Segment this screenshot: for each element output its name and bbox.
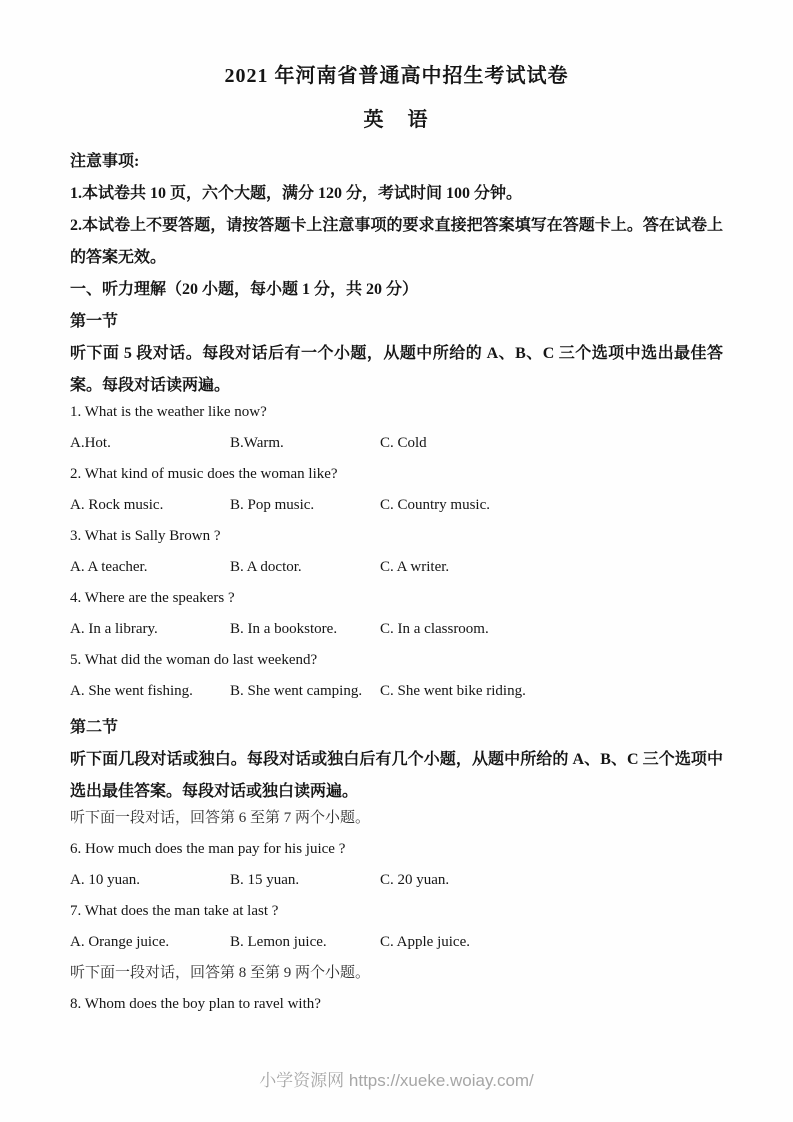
question-7-option-a: A. Orange juice. [70,934,170,950]
notice-item-2: 2.本试卷上不要答题，请按答题卡上注意事项的要求直接把答案填写在答题卡上。答在试卷上的答案无效。 [70,217,723,266]
site-watermark: 小学资源网 https://xueke.woiay.com/ [259,1071,534,1090]
dialogue-hint-6-7: 听下面一段对话，回答第 6 至第 7 两个小题。 [70,810,371,826]
part-2-label: 第二节 [70,719,119,736]
question-2-option-b: B. Pop music. [230,497,315,513]
question-6-options [70,870,723,890]
question-5-text: 5. What did the woman do last weekend? [70,652,318,668]
question-4-option-b: B. In a bookstore. [230,621,338,637]
question-1-options [70,433,723,453]
question-2-text: 2. What kind of music does the woman like? [70,466,338,482]
question-1 [70,402,723,453]
notice-item-1: 1.本试卷共 10 页，六个大题，满分 120 分，考试时间 100 分钟。 [70,185,523,202]
section-1-heading: 一、听力理解（20 小题，每小题 1 分，共 20 分） [70,281,419,298]
question-7-option-b: B. Lemon juice. [230,934,327,950]
question-1-text: 1. What is the weather like now? [70,404,267,420]
question-6-option-a: A. 10 yuan. [70,872,140,888]
question-8-text: 8. Whom does the boy plan to ravel with? [70,996,321,1012]
question-5 [70,650,723,701]
question-1-option-a: A.Hot. [70,435,111,451]
question-2 [70,464,723,515]
question-5-option-a: A. She went fishing. [70,683,193,699]
question-4 [70,588,723,639]
part-1-label: 第一节 [70,313,119,330]
question-4-text: 4. Where are the speakers ? [70,590,235,606]
exam-subject: 英 语 [363,109,430,131]
question-3-text: 3. What is Sally Brown ? [70,528,221,544]
question-7-option-c: C. Apple juice. [380,934,470,950]
question-6-option-b: B. 15 yuan. [230,872,300,888]
question-2-options [70,495,723,515]
question-2-option-c: C. Country music. [380,497,491,513]
dialogue-hint-8-9: 听下面一段对话，回答第 8 至第 9 两个小题。 [70,965,371,981]
question-4-option-c: C. In a classroom. [380,621,489,637]
question-6-option-c: C. 20 yuan. [380,872,450,888]
question-5-option-b: B. She went camping. [230,683,363,699]
notices-heading: 注意事项: [70,153,140,170]
question-1-option-c: C. Cold [380,435,427,451]
question-3-option-b: B. A doctor. [230,559,302,575]
question-4-options [70,619,723,639]
question-7-options [70,932,723,952]
question-5-options [70,681,723,701]
exam-title: 2021 年河南省普通高中招生考试试卷 [224,65,569,87]
question-3-options [70,557,723,577]
question-3 [70,526,723,577]
question-7 [70,901,723,952]
question-6 [70,839,723,890]
part-2-instructions: 听下面几段对话或独白。每段对话或独白后有几个小题，从题中所给的 A、B、C 三个选项中选出最佳答案。每段对话或独白读两遍。 [70,751,723,800]
question-5-option-c: C. She went bike riding. [380,683,526,699]
question-1-option-b: B.Warm. [230,435,284,451]
question-7-text: 7. What does the man take at last ? [70,903,279,919]
question-4-option-a: A. In a library. [70,621,158,637]
question-3-option-a: A. A teacher. [70,559,148,575]
question-2-option-a: A. Rock music. [70,497,164,513]
part-1-instructions: 听下面 5 段对话。每段对话后有一个小题，从题中所给的 A、B、C 三个选项中选出最佳答案。每段对话读两遍。 [70,345,723,394]
question-3-option-c: C. A writer. [380,559,450,575]
question-6-text: 6. How much does the man pay for his juice ? [70,841,346,857]
